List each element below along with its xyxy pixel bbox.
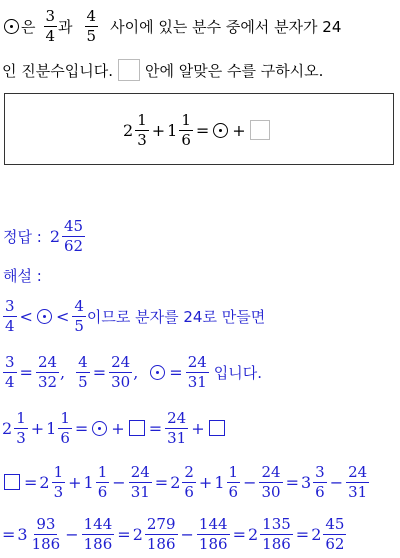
fraction: $\frac{2}{6}$ [184, 462, 194, 501]
minus-sign: − [243, 472, 257, 492]
blank-box-symbol [4, 474, 20, 490]
explanation-label: 해설 : [3, 266, 42, 285]
fraction: $\frac{24}{32}$ [37, 352, 58, 391]
question-text: 안에 알맞은 수를 구하시오. [144, 61, 324, 80]
comma: , [60, 362, 66, 382]
question-text: 은 [21, 17, 36, 36]
problem-box [4, 93, 394, 165]
equals-sign: = [285, 472, 299, 492]
mixed-number: 2 $\frac{45}{62}$ [311, 514, 345, 553]
fraction: $\frac{1}{6}$ [181, 110, 191, 149]
fraction: $\frac{93}{186}$ [31, 514, 61, 553]
minus-sign: − [65, 524, 79, 544]
mixed-number: 2 $\frac{1}{3}$ [123, 110, 147, 149]
mixed-number: 3 $\frac{93}{186}$ [17, 514, 61, 553]
fraction: $\frac{4}{5}$ [86, 6, 97, 45]
explanation-text: 입니다. [213, 363, 263, 382]
fraction: $\frac{3}{4}$ [5, 352, 15, 391]
fraction: $\frac{1}{3}$ [53, 462, 64, 501]
mixed-number: 1 $\frac{1}{6}$ [214, 462, 239, 501]
blank-box-symbol [129, 420, 145, 436]
mixed-number: 2 $\frac{1}{3}$ [2, 408, 26, 447]
fraction: $\frac{24}{31}$ [167, 408, 187, 447]
answer-value: 2 $\frac{45}{62}$ [49, 216, 84, 255]
fraction: $\frac{24}{30}$ [111, 352, 131, 391]
minus-sign: − [329, 472, 344, 492]
equals-sign: = [19, 362, 33, 382]
plus-sign: + [111, 418, 125, 438]
circle-dot-symbol [150, 365, 165, 380]
fraction: $\frac{144}{186}$ [83, 514, 113, 553]
mixed-number: 1 $\frac{1}{6}$ [83, 462, 108, 501]
equals-sign: = [295, 524, 310, 544]
circle-dot-symbol [92, 421, 107, 436]
explanation-text: 이므로 분자를 24로 만들면 [86, 307, 266, 326]
fraction: $\frac{279}{186}$ [146, 514, 176, 553]
less-than-sign: < [55, 306, 70, 326]
fraction: $\frac{4}{5}$ [74, 296, 84, 335]
question-line-2 [2, 57, 323, 83]
blank-box-symbol [209, 420, 225, 436]
answer-label: 정답 : [3, 227, 42, 246]
minus-sign: − [180, 524, 194, 544]
circle-dot-symbol [213, 123, 228, 138]
mixed-number: 1 $\frac{1}{6}$ [46, 408, 70, 447]
equals-sign: = [148, 418, 163, 438]
explanation-label-line [3, 264, 42, 286]
explanation-line-1 [2, 294, 265, 338]
fraction: $\frac{1}{6}$ [97, 462, 108, 501]
equals-sign: = [169, 362, 183, 382]
circle-dot-symbol [37, 309, 52, 324]
mixed-number: 2 $\frac{1}{3}$ [39, 462, 64, 501]
equals-sign: = [74, 418, 89, 438]
fraction: $\frac{24}{31}$ [130, 462, 150, 501]
plus-sign: + [232, 120, 246, 140]
question-text: 사이에 있는 분수 중에서 분자가 24 [110, 17, 342, 36]
equals-sign: = [117, 524, 131, 544]
question-text: 과 [58, 17, 73, 36]
circle-dot-symbol [4, 19, 19, 34]
fraction: $\frac{45}{62}$ [325, 514, 345, 553]
blank-box-symbol [250, 120, 270, 140]
equals-sign: = [2, 524, 16, 544]
fraction: $\frac{24}{31}$ [348, 462, 368, 501]
plus-sign: + [68, 472, 82, 492]
answer-line [3, 214, 86, 258]
blank-box-symbol [118, 59, 140, 81]
question-text: 인 진분수입니다. [2, 61, 113, 80]
fraction: $\frac{24}{31}$ [187, 352, 207, 391]
fraction: $\frac{45}{62}$ [64, 216, 84, 255]
explanation-line-2 [2, 350, 262, 394]
fraction: $\frac{1}{3}$ [16, 408, 26, 447]
equals-sign: = [154, 472, 169, 492]
plus-sign: + [191, 418, 205, 438]
plus-sign: + [198, 472, 213, 492]
fraction: $\frac{1}{6}$ [60, 408, 70, 447]
minus-sign: − [112, 472, 126, 492]
mixed-number: 3 $\frac{3}{6}$ [300, 462, 325, 501]
less-than-sign: < [19, 306, 33, 326]
fraction: $\frac{1}{6}$ [228, 462, 239, 501]
equals-sign: = [24, 472, 38, 492]
question-line-1 [2, 4, 341, 48]
equals-sign: = [92, 362, 107, 382]
fraction: $\frac{3}{4}$ [5, 296, 15, 335]
explanation-line-3 [2, 406, 227, 450]
fraction: $\frac{135}{186}$ [262, 514, 291, 553]
explanation-line-4 [2, 460, 370, 504]
fraction: $\frac{24}{30}$ [261, 462, 281, 501]
fraction: $\frac{3}{4}$ [45, 6, 56, 45]
equals-sign: = [232, 524, 246, 544]
mixed-number: 2 $\frac{279}{186}$ [132, 514, 176, 553]
comma: , [133, 362, 139, 382]
problem-expression [123, 108, 272, 152]
mixed-number: 1 $\frac{1}{6}$ [167, 110, 191, 149]
fraction: $\frac{144}{186}$ [198, 514, 228, 553]
fraction: $\frac{3}{6}$ [315, 462, 325, 501]
fraction: $\frac{4}{5}$ [78, 352, 88, 391]
plus-sign: + [30, 418, 45, 438]
equals-sign: = [195, 120, 210, 140]
plus-sign: + [151, 120, 166, 140]
mixed-number: 2 $\frac{135}{186}$ [247, 514, 291, 553]
explanation-line-5 [2, 512, 347, 556]
fraction: $\frac{1}{3}$ [137, 110, 147, 149]
mixed-number: 2 $\frac{2}{6}$ [170, 462, 194, 501]
